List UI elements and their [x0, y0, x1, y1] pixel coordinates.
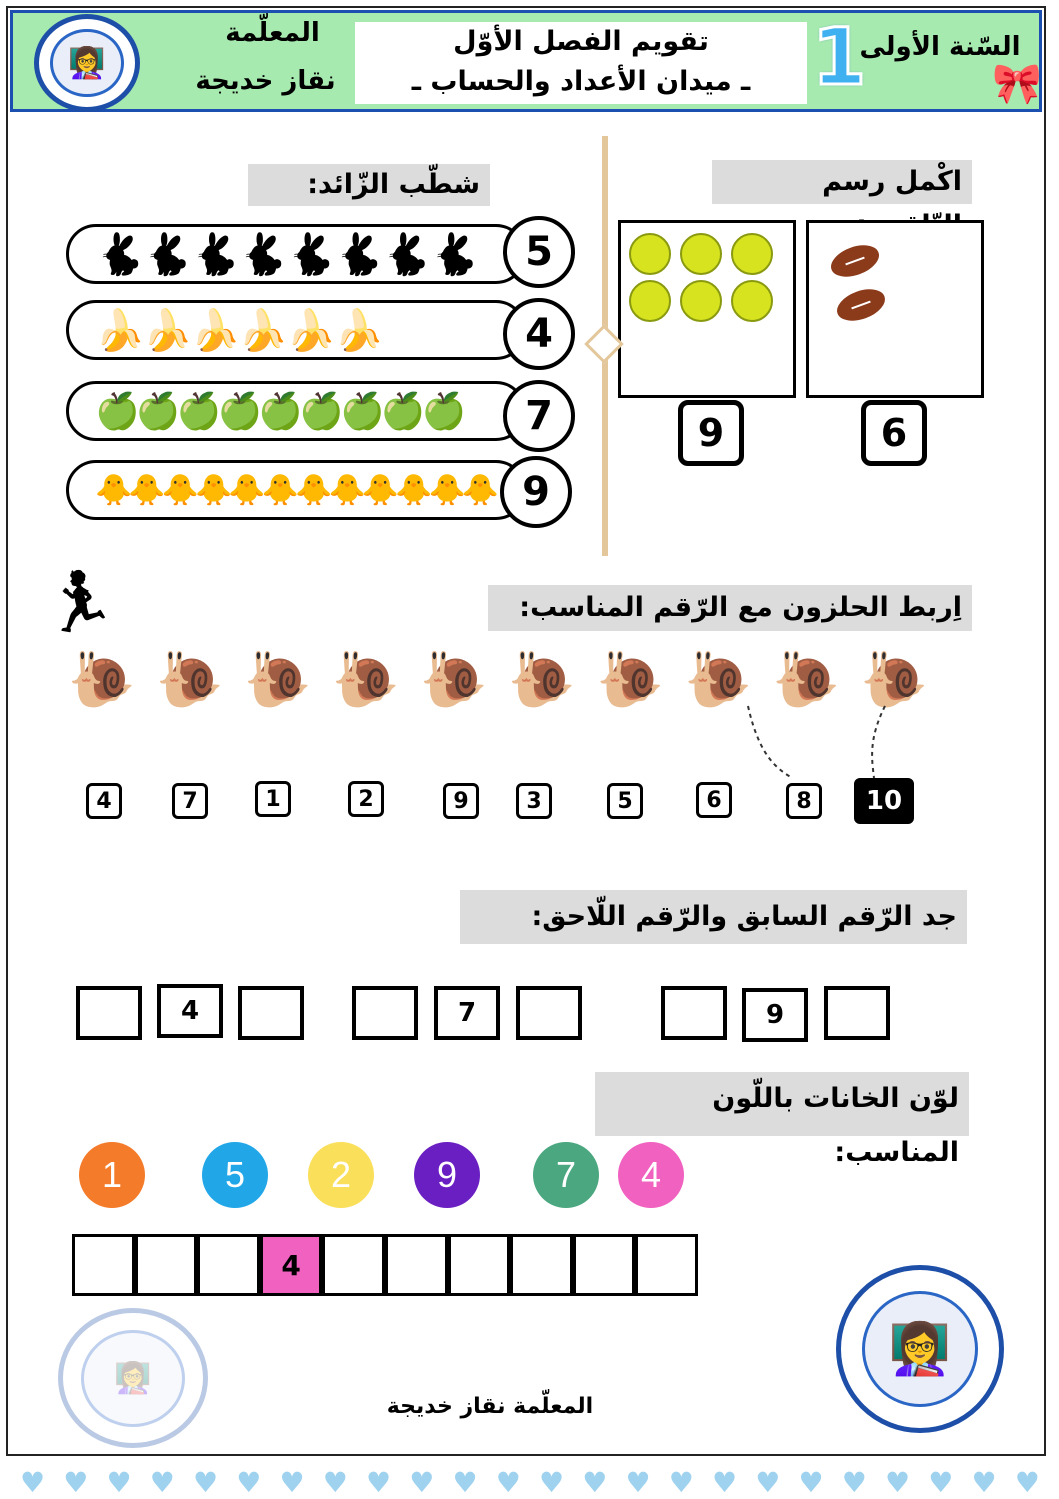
heart-icon: ♥ [971, 1466, 997, 1499]
banana-icon: 🍌🍌🍌🍌🍌🍌 [95, 307, 382, 354]
heart-icon: ♥ [63, 1466, 89, 1499]
ribbon-bow-icon: 🎀 [992, 61, 1042, 107]
color-cell[interactable] [72, 1234, 135, 1296]
snail-number-10[interactable]: 10 [854, 778, 914, 824]
heart-icon: ♥ [106, 1466, 132, 1499]
title-line-2: ـ ميدان الأعداد والحساب ـ [411, 66, 751, 97]
watermark-seal [58, 1308, 208, 1448]
color-dot-9: 9 [414, 1142, 480, 1208]
snail-number-7[interactable]: 7 [172, 783, 208, 819]
teacher-avatar-icon: 👩‍🏫 [862, 1291, 979, 1408]
heart-icon: ♥ [279, 1466, 305, 1499]
logo-seal-top [34, 14, 140, 112]
snail-icon[interactable]: 🐌 [596, 648, 664, 711]
teacher-avatar-icon: 👩‍🏫 [81, 1330, 185, 1427]
color-dot-1: 1 [79, 1142, 145, 1208]
neighbor-middle-7: 7 [434, 986, 500, 1040]
row-number-5: 5 [503, 216, 575, 288]
tennis-ball-icon [732, 281, 772, 321]
neighbor-after-9[interactable] [824, 986, 890, 1040]
snail-number-8[interactable]: 8 [786, 783, 822, 819]
heart-icon: ♥ [625, 1466, 651, 1499]
heart-icon: ♥ [193, 1466, 219, 1499]
row-number-4: 4 [503, 298, 575, 370]
neighbor-middle-9: 9 [742, 988, 808, 1042]
tennis-ball-icon [630, 281, 670, 321]
footer-signature: المعلّمة نقاز خديجة [386, 1394, 594, 1419]
snail-number-5[interactable]: 5 [607, 783, 643, 819]
heart-icon: ♥ [20, 1466, 46, 1499]
header-teacher-title: المعلّمة [225, 18, 320, 48]
example-link-arrows [740, 700, 900, 790]
snail-number-3[interactable]: 3 [516, 783, 552, 819]
color-cell[interactable] [322, 1234, 385, 1296]
row-apples [66, 381, 526, 441]
teacher-avatar-icon: 👩‍🏫 [50, 29, 123, 97]
heart-icon: ♥ [885, 1466, 911, 1499]
snail-icon[interactable]: 🐌 [772, 648, 840, 711]
neighbor-after-4[interactable] [238, 986, 304, 1040]
neighbor-after-7[interactable] [516, 986, 582, 1040]
heart-icon: ♥ [928, 1466, 954, 1499]
heart-icon: ♥ [668, 1466, 694, 1499]
snail-icon[interactable]: 🐌 [68, 648, 136, 711]
rabbit-icon: 🐇🐇🐇🐇🐇🐇🐇🐇 [95, 231, 478, 278]
neighbor-before-9[interactable] [661, 986, 727, 1040]
snail-number-2[interactable]: 2 [348, 781, 384, 817]
title-line-1: تقويم الفصل الأوّل [453, 26, 709, 57]
snail-icon[interactable]: 🐌 [244, 648, 312, 711]
color-cell[interactable] [197, 1234, 260, 1296]
snail-icon[interactable]: 🐌 [508, 648, 576, 711]
heart-icon: ♥ [539, 1466, 565, 1499]
color-cells-strip [72, 1234, 698, 1296]
neighbor-before-7[interactable] [352, 986, 418, 1040]
grade-label: السّنة الأولى [859, 32, 1021, 62]
snail-number-4[interactable]: 4 [86, 783, 122, 819]
heart-icon: ♥ [495, 1466, 521, 1499]
heart-icon: ♥ [712, 1466, 738, 1499]
chick-icon: 🐥🐥🐥🐥🐥🐥🐥🐥🐥🐥🐥🐥 [95, 472, 496, 508]
complete-instruction: اكْمل رسم [712, 160, 972, 204]
football-group-icon [809, 223, 981, 395]
heart-icon: ♥ [322, 1466, 348, 1499]
tennis-ball-icon [681, 234, 721, 274]
heart-border [20, 1466, 1040, 1499]
complete-number-6: 6 [861, 400, 927, 466]
snail-icon[interactable]: 🐌 [332, 648, 400, 711]
heart-icon: ♥ [841, 1466, 867, 1499]
tennis-ball-icon [732, 234, 772, 274]
cross-out-instruction: شطّب الزّائد: [248, 164, 490, 206]
heart-icon: ♥ [452, 1466, 478, 1499]
header-teacher-name: نقاز خديجة [195, 66, 336, 96]
tennis-ball-icon [681, 281, 721, 321]
neighbor-middle-4: 4 [157, 984, 223, 1038]
complete-box-tennis [618, 220, 796, 398]
neighbors-instruction: جد الرّقم السابق والرّقم اللّاحق: [460, 890, 967, 944]
snail-icon[interactable]: 🐌 [860, 648, 928, 711]
row-number-9: 9 [500, 456, 572, 528]
apple-icon: 🍏🍏🍏🍏🍏🍏🍏🍏🍏 [95, 391, 463, 432]
color-dot-5: 5 [202, 1142, 268, 1208]
color-dot-2: 2 [308, 1142, 374, 1208]
row-bananas [66, 300, 526, 360]
flag-runner-icon: 🏃 [44, 568, 117, 636]
color-cell[interactable] [573, 1234, 636, 1296]
heart-icon: ♥ [366, 1466, 392, 1499]
color-cell[interactable] [635, 1234, 698, 1296]
row-number-7: 7 [503, 380, 575, 452]
heart-icon: ♥ [582, 1466, 608, 1499]
color-instruction: لوّن الخانات باللّون المناسب: [595, 1072, 969, 1136]
color-cell[interactable] [448, 1234, 511, 1296]
snails-instruction: اِربط الحلزون مع الرّقم المناسب: [488, 585, 972, 631]
heart-icon: ♥ [149, 1466, 175, 1499]
neighbor-before-4[interactable] [76, 986, 142, 1040]
football-icon [825, 238, 884, 284]
grade-number-badge: 1 [812, 13, 867, 103]
snail-number-9[interactable]: 9 [443, 783, 479, 819]
heart-icon: ♥ [755, 1466, 781, 1499]
snail-icon[interactable]: 🐌 [156, 648, 224, 711]
football-icon [831, 282, 890, 328]
color-cell[interactable] [510, 1234, 573, 1296]
complete-box-football [806, 220, 984, 398]
logo-seal-bottom [836, 1265, 1004, 1433]
snail-number-6[interactable]: 6 [696, 782, 732, 818]
color-cell[interactable] [135, 1234, 198, 1296]
heart-icon: ♥ [409, 1466, 435, 1499]
snail-icon[interactable]: 🐌 [420, 648, 488, 711]
tennis-ball-group-icon [621, 223, 793, 395]
row-chicks [66, 460, 526, 520]
color-cell[interactable] [385, 1234, 448, 1296]
row-rabbits [66, 224, 526, 284]
snail-number-1[interactable]: 1 [255, 781, 291, 817]
snail-icon[interactable]: 🐌 [684, 648, 752, 711]
complete-number-9: 9 [678, 400, 744, 466]
color-dot-7: 7 [533, 1142, 599, 1208]
heart-icon: ♥ [236, 1466, 262, 1499]
heart-icon: ♥ [798, 1466, 824, 1499]
tennis-ball-icon [630, 234, 670, 274]
heart-icon: ♥ [1014, 1466, 1040, 1499]
color-dot-4: 4 [618, 1142, 684, 1208]
color-cell-filled[interactable]: 4 [260, 1234, 323, 1296]
